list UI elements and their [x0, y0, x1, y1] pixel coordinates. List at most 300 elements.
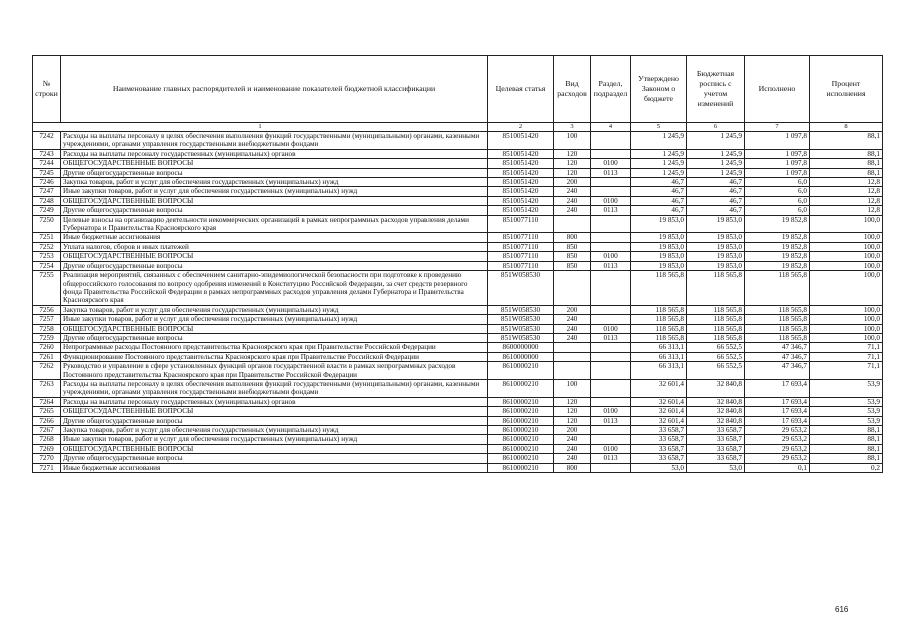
table-row [33, 149, 883, 158]
cell-list: 33 658,7 [687, 426, 745, 435]
cell-vid: 100 [554, 379, 591, 397]
cell-pct: 100,0 [810, 242, 883, 251]
cell-razd: 0113 [591, 416, 631, 425]
cell-list: 19 853,0 [687, 242, 745, 251]
col-number: 4 [591, 123, 631, 132]
cell-pct: 88,1 [810, 454, 883, 463]
cell-razd [591, 426, 631, 435]
cell-num: 7255 [33, 271, 61, 306]
cell-num: 7248 [33, 196, 61, 205]
table-row [33, 233, 883, 242]
cell-list: 33 658,7 [687, 454, 745, 463]
cell-num: 7247 [33, 187, 61, 196]
cell-list: 118 565,8 [687, 305, 745, 314]
cell-vid [554, 271, 591, 306]
cell-razd [591, 187, 631, 196]
cell-razd [591, 352, 631, 361]
cell-vid: 240 [554, 454, 591, 463]
cell-approved: 1 245,9 [631, 132, 687, 150]
cell-approved: 1 245,9 [631, 149, 687, 158]
cell-approved: 1 245,9 [631, 168, 687, 177]
cell-num: 7270 [33, 454, 61, 463]
cell-pct: 88,1 [810, 149, 883, 158]
cell-vid: 120 [554, 159, 591, 168]
cell-num: 7251 [33, 233, 61, 242]
table-row [33, 132, 883, 150]
cell-name: Закупка товаров, работ и услуг для обеспечения государственных (муниципальных) нужд [61, 178, 488, 187]
cell-list: 32 840,8 [687, 397, 745, 406]
cell-num: 7256 [33, 305, 61, 314]
cell-vid: 850 [554, 252, 591, 261]
table-row [33, 343, 883, 352]
cell-vid: 240 [554, 206, 591, 215]
cell-done: 6,0 [745, 187, 810, 196]
budget-table [32, 55, 883, 473]
budget-report [32, 55, 882, 473]
cell-num: 7263 [33, 379, 61, 397]
cell-pct: 71,1 [810, 343, 883, 352]
cell-vid: 240 [554, 187, 591, 196]
cell-list: 53,0 [687, 463, 745, 472]
column-number-row [33, 123, 883, 132]
cell-approved: 19 853,0 [631, 215, 687, 233]
cell-done: 19 852,8 [745, 252, 810, 261]
cell-razd: 0113 [591, 333, 631, 342]
table-row [33, 315, 883, 324]
cell-approved: 118 565,8 [631, 333, 687, 342]
cell-vid: 120 [554, 407, 591, 416]
cell-pct: 88,1 [810, 168, 883, 177]
table-row [33, 187, 883, 196]
col-header-name: Наименование главных распорядителей и наименование показателей бюджетной классификации [61, 56, 488, 123]
cell-vid [554, 215, 591, 233]
cell-pct: 100,0 [810, 261, 883, 270]
cell-list: 118 565,8 [687, 315, 745, 324]
cell-vid: 120 [554, 397, 591, 406]
cell-name: Другие общегосударственные вопросы [61, 333, 488, 342]
cell-done: 1 097,8 [745, 159, 810, 168]
cell-approved: 46,7 [631, 206, 687, 215]
cell-name: Расходы на выплаты персоналу в целях обеспечения выполнения функций государственными (муниципальными) органами, казенными учреждениями, органами управления государственными внебюджетными фондами [61, 132, 488, 150]
cell-approved: 53,0 [631, 463, 687, 472]
col-header-code: Целевая статья [488, 56, 554, 123]
cell-vid: 120 [554, 149, 591, 158]
cell-pct: 71,1 [810, 352, 883, 361]
cell-name: Другие общегосударственные вопросы [61, 206, 488, 215]
col-header-num: № строки [33, 56, 61, 123]
cell-pct: 88,1 [810, 132, 883, 150]
cell-pct: 88,1 [810, 435, 883, 444]
cell-pct: 53,9 [810, 416, 883, 425]
cell-razd [591, 215, 631, 233]
cell-approved: 19 853,0 [631, 261, 687, 270]
cell-done: 1 097,8 [745, 168, 810, 177]
cell-list: 46,7 [687, 187, 745, 196]
cell-razd: 0100 [591, 444, 631, 453]
cell-name: Закупка товаров, работ и услуг для обеспечения государственных (муниципальных) нужд [61, 426, 488, 435]
cell-code: 8510051420 [488, 178, 554, 187]
cell-done: 47 346,7 [745, 343, 810, 352]
cell-pct: 100,0 [810, 233, 883, 242]
col-header-vid: Вид расходов [554, 56, 591, 123]
cell-pct: 0,2 [810, 463, 883, 472]
cell-num: 7244 [33, 159, 61, 168]
cell-approved: 1 245,9 [631, 159, 687, 168]
cell-pct: 100,0 [810, 333, 883, 342]
cell-pct: 88,1 [810, 426, 883, 435]
col-number: 1 [33, 123, 488, 132]
cell-name: Иные закупки товаров, работ и услуг для обеспечения государственных (муниципальных) нужд [61, 187, 488, 196]
cell-approved: 32 601,4 [631, 407, 687, 416]
cell-razd [591, 362, 631, 380]
cell-name: Иные закупки товаров, работ и услуг для обеспечения государственных (муниципальных) нужд [61, 435, 488, 444]
cell-num: 7267 [33, 426, 61, 435]
cell-pct: 12,8 [810, 178, 883, 187]
cell-list: 1 245,9 [687, 149, 745, 158]
table-row [33, 454, 883, 463]
cell-name: ОБЩЕГОСУДАРСТВЕННЫЕ ВОПРОСЫ [61, 159, 488, 168]
cell-razd [591, 305, 631, 314]
cell-approved: 19 853,0 [631, 252, 687, 261]
cell-vid: 800 [554, 463, 591, 472]
cell-list: 118 565,8 [687, 333, 745, 342]
cell-pct: 88,1 [810, 444, 883, 453]
cell-pct: 53,9 [810, 397, 883, 406]
cell-razd: 0100 [591, 159, 631, 168]
cell-name: Другие общегосударственные вопросы [61, 416, 488, 425]
cell-name: Иные бюджетные ассигнования [61, 463, 488, 472]
cell-done: 118 565,8 [745, 324, 810, 333]
cell-code: 8610000210 [488, 362, 554, 380]
cell-done: 1 097,8 [745, 132, 810, 150]
cell-num: 7265 [33, 407, 61, 416]
cell-done: 17 693,4 [745, 416, 810, 425]
cell-num: 7253 [33, 252, 61, 261]
cell-code: 851W058530 [488, 305, 554, 314]
cell-done: 17 693,4 [745, 379, 810, 397]
cell-vid [554, 352, 591, 361]
table-row [33, 206, 883, 215]
table-row [33, 362, 883, 380]
cell-approved: 32 601,4 [631, 416, 687, 425]
cell-approved: 33 658,7 [631, 444, 687, 453]
cell-num: 7261 [33, 352, 61, 361]
table-row [33, 159, 883, 168]
cell-approved: 66 313,1 [631, 352, 687, 361]
cell-name: Целевые взносы на организацию деятельности некоммерческих организаций в рамках непрограммных расходов управления делами Губернатора и Правительства Красноярского края [61, 215, 488, 233]
cell-pct: 71,1 [810, 362, 883, 380]
cell-name: Другие общегосударственные вопросы [61, 454, 488, 463]
cell-list: 19 853,0 [687, 252, 745, 261]
cell-name: Иные закупки товаров, работ и услуг для обеспечения государственных (муниципальных) нужд [61, 315, 488, 324]
col-number: 5 [631, 123, 687, 132]
cell-razd [591, 149, 631, 158]
table-row [33, 271, 883, 306]
cell-list: 19 853,0 [687, 261, 745, 270]
cell-list: 33 658,7 [687, 444, 745, 453]
cell-vid: 200 [554, 426, 591, 435]
cell-num: 7266 [33, 416, 61, 425]
cell-approved: 19 853,0 [631, 233, 687, 242]
cell-num: 7262 [33, 362, 61, 380]
table-row [33, 196, 883, 205]
cell-razd: 0113 [591, 168, 631, 177]
cell-list: 118 565,8 [687, 271, 745, 306]
cell-razd: 0100 [591, 324, 631, 333]
col-header-pct: Процент исполнения [810, 56, 883, 123]
cell-num: 7254 [33, 261, 61, 270]
cell-vid: 200 [554, 178, 591, 187]
cell-num: 7249 [33, 206, 61, 215]
cell-name: Закупка товаров, работ и услуг для обеспечения государственных (муниципальных) нужд [61, 305, 488, 314]
cell-done: 19 852,8 [745, 233, 810, 242]
cell-vid [554, 362, 591, 380]
cell-num: 7243 [33, 149, 61, 158]
cell-pct: 100,0 [810, 252, 883, 261]
cell-code: 8510077110 [488, 252, 554, 261]
cell-list: 19 853,0 [687, 233, 745, 242]
cell-approved: 33 658,7 [631, 454, 687, 463]
cell-name: ОБЩЕГОСУДАРСТВЕННЫЕ ВОПРОСЫ [61, 407, 488, 416]
cell-num: 7257 [33, 315, 61, 324]
cell-num: 7250 [33, 215, 61, 233]
cell-vid: 240 [554, 315, 591, 324]
cell-code: 851W058530 [488, 315, 554, 324]
cell-razd [591, 397, 631, 406]
cell-name: Руководство и управление в сфере установленных функций органов государственной власти в рамках непрограммных расходов Постоянного представительства Красноярского края при Правительстве Российской Федерации [61, 362, 488, 380]
cell-code: 8610000210 [488, 397, 554, 406]
cell-done: 29 653,2 [745, 435, 810, 444]
table-row [33, 379, 883, 397]
table-row [33, 352, 883, 361]
cell-code: 851W058530 [488, 324, 554, 333]
cell-code: 851W058530 [488, 333, 554, 342]
cell-name: Другие общегосударственные вопросы [61, 261, 488, 270]
cell-done: 19 852,8 [745, 242, 810, 251]
cell-list: 66 552,5 [687, 352, 745, 361]
cell-num: 7245 [33, 168, 61, 177]
cell-list: 32 840,8 [687, 379, 745, 397]
header-row [33, 56, 883, 123]
cell-num: 7268 [33, 435, 61, 444]
cell-code: 8510051420 [488, 149, 554, 158]
col-header-approved: Утверждено Законом о бюджете [631, 56, 687, 123]
cell-name: ОБЩЕГОСУДАРСТВЕННЫЕ ВОПРОСЫ [61, 444, 488, 453]
cell-list: 46,7 [687, 206, 745, 215]
cell-razd: 0113 [591, 454, 631, 463]
cell-name: Расходы на выплаты персоналу государственных (муниципальных) органов [61, 149, 488, 158]
table-row [33, 444, 883, 453]
cell-pct: 12,8 [810, 206, 883, 215]
cell-list: 66 552,5 [687, 362, 745, 380]
table-row [33, 215, 883, 233]
cell-vid: 240 [554, 435, 591, 444]
cell-razd: 0100 [591, 196, 631, 205]
table-row [33, 242, 883, 251]
cell-done: 6,0 [745, 178, 810, 187]
cell-done: 118 565,8 [745, 305, 810, 314]
col-number: 3 [554, 123, 591, 132]
cell-num: 7269 [33, 444, 61, 453]
cell-approved: 118 565,8 [631, 324, 687, 333]
cell-vid: 240 [554, 444, 591, 453]
cell-list: 19 853,0 [687, 215, 745, 233]
cell-num: 7260 [33, 343, 61, 352]
cell-pct: 12,8 [810, 196, 883, 205]
cell-done: 17 693,4 [745, 397, 810, 406]
cell-code: 8610000210 [488, 454, 554, 463]
cell-code: 8510051420 [488, 168, 554, 177]
cell-approved: 19 853,0 [631, 242, 687, 251]
cell-code: 8510051420 [488, 187, 554, 196]
table-row [33, 435, 883, 444]
cell-done: 47 346,7 [745, 352, 810, 361]
cell-code: 8510051420 [488, 159, 554, 168]
cell-razd [591, 463, 631, 472]
cell-list: 46,7 [687, 178, 745, 187]
cell-code: 8610000210 [488, 379, 554, 397]
cell-done: 118 565,8 [745, 333, 810, 342]
cell-done: 29 653,2 [745, 444, 810, 453]
cell-code: 8610000210 [488, 463, 554, 472]
cell-num: 7246 [33, 178, 61, 187]
cell-vid: 800 [554, 233, 591, 242]
cell-vid: 850 [554, 261, 591, 270]
cell-code: 8510077110 [488, 215, 554, 233]
cell-name: ОБЩЕГОСУДАРСТВЕННЫЕ ВОПРОСЫ [61, 196, 488, 205]
cell-razd [591, 233, 631, 242]
cell-approved: 118 565,8 [631, 305, 687, 314]
cell-done: 6,0 [745, 206, 810, 215]
cell-code: 8600000000 [488, 343, 554, 352]
cell-code: 8610000210 [488, 444, 554, 453]
col-header-done: Исполнено [745, 56, 810, 123]
cell-razd [591, 315, 631, 324]
cell-name: Расходы на выплаты персоналу в целях обеспечения выполнения функций государственными (муниципальными) органами, казенными учреждениями, органами управления государственными внебюджетными фондами [61, 379, 488, 397]
cell-approved: 118 565,8 [631, 315, 687, 324]
cell-num: 7271 [33, 463, 61, 472]
page-number: 616 [835, 605, 849, 614]
table-row [33, 397, 883, 406]
table-row [33, 416, 883, 425]
col-number: 6 [687, 123, 745, 132]
cell-approved: 33 658,7 [631, 426, 687, 435]
cell-code: 8510077110 [488, 261, 554, 270]
cell-approved: 32 601,4 [631, 379, 687, 397]
cell-razd: 0113 [591, 261, 631, 270]
cell-code: 8510051420 [488, 206, 554, 215]
cell-pct: 100,0 [810, 271, 883, 306]
cell-name: ОБЩЕГОСУДАРСТВЕННЫЕ ВОПРОСЫ [61, 324, 488, 333]
cell-done: 29 653,2 [745, 426, 810, 435]
cell-name: Непрограммные расходы Постоянного представительства Красноярского края при Правительстве Российской Федерации [61, 343, 488, 352]
cell-razd [591, 435, 631, 444]
cell-name: ОБЩЕГОСУДАРСТВЕННЫЕ ВОПРОСЫ [61, 252, 488, 261]
cell-code: 8510051420 [488, 132, 554, 150]
cell-num: 7259 [33, 333, 61, 342]
cell-list: 33 658,7 [687, 435, 745, 444]
cell-razd [591, 379, 631, 397]
cell-num: 7252 [33, 242, 61, 251]
cell-pct: 100,0 [810, 324, 883, 333]
cell-pct: 100,0 [810, 215, 883, 233]
cell-approved: 66 313,1 [631, 343, 687, 352]
cell-razd [591, 242, 631, 251]
cell-approved: 66 313,1 [631, 362, 687, 380]
cell-name: Расходы на выплаты персоналу государственных (муниципальных) органов [61, 397, 488, 406]
cell-razd [591, 132, 631, 150]
cell-list: 46,7 [687, 196, 745, 205]
cell-name: Реализация мероприятий, связанных с обеспечением санитарно-эпидемиологической безопасности при подготовке к проведению общероссийского голосования по вопросу одобрения изменений в Конституцию Российской Федерации, за счет средств резервного фонда Правительства Российской Федерации в рамках непрограммных расходов управления делами Губернатора и Правительства Красноярского края [61, 271, 488, 306]
cell-razd: 0100 [591, 252, 631, 261]
cell-razd [591, 178, 631, 187]
table-row [33, 324, 883, 333]
cell-done: 17 693,4 [745, 407, 810, 416]
cell-list: 32 840,8 [687, 407, 745, 416]
cell-list: 66 552,5 [687, 343, 745, 352]
cell-code: 851W058530 [488, 271, 554, 306]
cell-approved: 46,7 [631, 187, 687, 196]
cell-done: 0,1 [745, 463, 810, 472]
cell-pct: 53,9 [810, 407, 883, 416]
cell-approved: 32 601,4 [631, 397, 687, 406]
cell-name: Иные бюджетные ассигнования [61, 233, 488, 242]
cell-vid: 850 [554, 242, 591, 251]
cell-approved: 118 565,8 [631, 271, 687, 306]
cell-done: 47 346,7 [745, 362, 810, 380]
cell-done: 118 565,8 [745, 271, 810, 306]
col-number: 8 [810, 123, 883, 132]
cell-name: Уплата налогов, сборов и иных платежей [61, 242, 488, 251]
cell-name: Другие общегосударственные вопросы [61, 168, 488, 177]
cell-code: 8610000210 [488, 426, 554, 435]
table-row [33, 407, 883, 416]
cell-done: 19 852,8 [745, 215, 810, 233]
col-header-razd: Раздел, подраздел [591, 56, 631, 123]
cell-list: 118 565,8 [687, 324, 745, 333]
cell-num: 7264 [33, 397, 61, 406]
cell-razd [591, 271, 631, 306]
cell-code: 8610000000 [488, 352, 554, 361]
cell-vid: 100 [554, 132, 591, 150]
table-row [33, 305, 883, 314]
cell-vid [554, 343, 591, 352]
table-body [33, 132, 883, 473]
cell-vid: 120 [554, 168, 591, 177]
cell-vid: 240 [554, 196, 591, 205]
col-header-list: Бюджетная роспись с учетом изменений [687, 56, 745, 123]
cell-vid: 240 [554, 324, 591, 333]
table-row [33, 168, 883, 177]
cell-vid: 120 [554, 416, 591, 425]
cell-done: 118 565,8 [745, 315, 810, 324]
cell-num: 7258 [33, 324, 61, 333]
cell-code: 8610000210 [488, 407, 554, 416]
cell-done: 6,0 [745, 196, 810, 205]
table-row [33, 178, 883, 187]
cell-code: 8610000210 [488, 416, 554, 425]
cell-pct: 100,0 [810, 305, 883, 314]
cell-list: 1 245,9 [687, 159, 745, 168]
cell-code: 8510077110 [488, 242, 554, 251]
cell-pct: 88,1 [810, 159, 883, 168]
cell-approved: 33 658,7 [631, 435, 687, 444]
table-row [33, 261, 883, 270]
cell-razd [591, 343, 631, 352]
cell-name: Функционирование Постоянного представительства Красноярского края при Правительстве Российской Федерации [61, 352, 488, 361]
col-number: 7 [745, 123, 810, 132]
cell-pct: 53,9 [810, 379, 883, 397]
